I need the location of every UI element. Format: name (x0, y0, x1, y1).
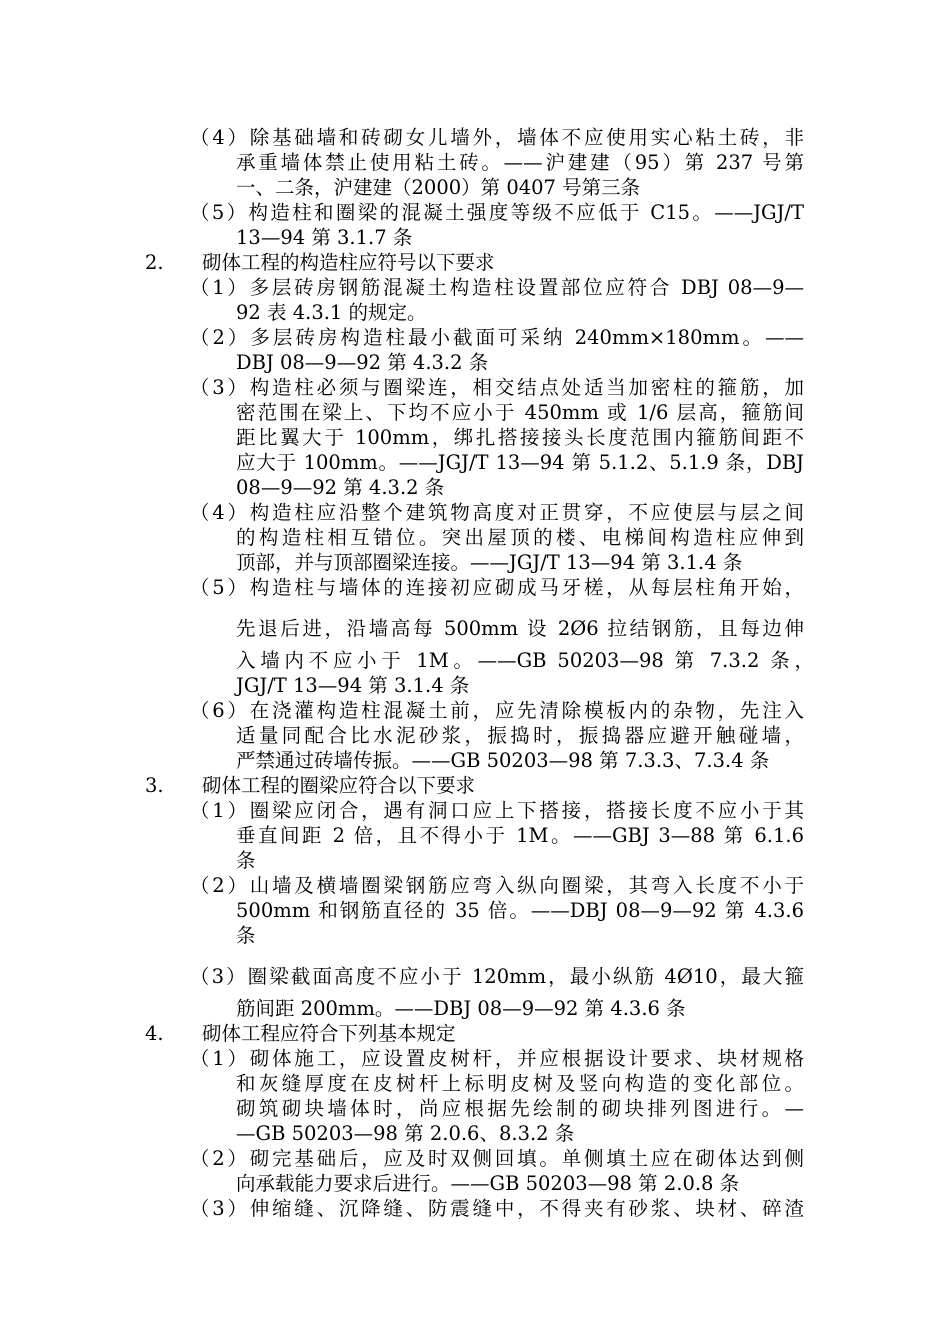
text-line: 500mm 和钢筋直径的 35 倍。——DBJ 08—9—92 第 4.3.6 (236, 899, 804, 922)
text-line: 92 表 4.3.1 的规定。 (236, 301, 427, 324)
text-line: 入墙内不应小于 1M。——GB 50203—98 第 7.3.2 条， (236, 649, 814, 672)
text-line: （1）圈梁应闭合，遇有洞口应上下搭接，搭接长度不应小于其 (190, 799, 804, 822)
section-heading: 砌体工程的圈梁应符合以下要求 (202, 774, 476, 797)
text-line: （2）砌完基础后，应及时双侧回填。单侧填土应在砌体达到侧 (190, 1147, 804, 1170)
text-line: DBJ 08—9—92 第 4.3.2 条 (236, 351, 489, 374)
text-line: 的构造柱相互错位。突出屋顶的楼、电梯间构造柱应伸到 (236, 526, 804, 549)
section-number: 3. (145, 774, 164, 797)
text-line: 向承载能力要求后进行。——GB 50203—98 第 2.0.8 条 (236, 1172, 740, 1195)
section-number: 2. (145, 251, 164, 274)
text-line: （4）除基础墙和砖砌女儿墙外，墙体不应使用实心粘土砖，非 (190, 126, 804, 149)
section-heading: 砌体工程的构造柱应符号以下要求 (202, 251, 495, 274)
text-line: 承重墙体禁止使用粘土砖。——沪建建（95）第 237 号第 (236, 151, 804, 174)
text-line: 一、二条，沪建建（2000）第 0407 号第三条 (236, 176, 641, 199)
text-line: （1）多层砖房钢筋混凝土构造柱设置部位应符合 DBJ 08—9— (190, 276, 804, 299)
text-line: 先退后进，沿墙高每 500mm 设 2Ø6 拉结钢筋，且每边伸 (236, 617, 804, 640)
text-line: 13—94 第 3.1.7 条 (236, 226, 413, 249)
text-line: 顶部，并与顶部圈梁连接。——JGJ/T 13—94 第 3.1.4 条 (236, 551, 743, 574)
section-number: 4. (145, 1022, 164, 1045)
text-line: （2）山墙及横墙圈梁钢筋应弯入纵向圈梁，其弯入长度不小于 (190, 874, 804, 897)
text-line: 08—9—92 第 4.3.2 条 (236, 476, 445, 499)
text-line: （3）伸缩缝、沉降缝、防震缝中，不得夹有砂浆、块材、碎渣 (190, 1197, 804, 1220)
text-line: —GB 50203—98 第 2.0.6、8.3.2 条 (236, 1122, 575, 1145)
text-line: 距比翼大于 100mm，绑扎搭接接头长度范围内箍筋间距不 (236, 426, 804, 449)
text-line: 密范围在梁上、下均不应小于 450mm 或 1/6 层高，箍筋间 (236, 401, 804, 424)
section-heading: 砌体工程应符合下列基本规定 (202, 1022, 456, 1045)
text-line: 砌筑砌块墙体时，尚应根据先绘制的砌块排列图进行。— (236, 1097, 804, 1120)
text-line: 筋间距 200mm。——DBJ 08—9—92 第 4.3.6 条 (236, 997, 686, 1020)
text-line: 和灰缝厚度在皮树杆上标明皮树及竖向构造的变化部位。 (236, 1072, 804, 1095)
text-line: 条 (236, 924, 256, 947)
text-line: 适量同配合比水泥砂浆，振捣时，振捣器应避开触碰墙， (236, 724, 804, 747)
text-line: （5）构造柱和圈梁的混凝土强度等级不应低于 C15。——JGJ/T (190, 201, 804, 224)
text-line: （3）构造柱必须与圈梁连，相交结点处适当加密柱的箍筋，加 (190, 376, 804, 399)
text-line: 应大于 100mm。——JGJ/T 13—94 第 5.1.2、5.1.9 条，DBJ (236, 451, 804, 474)
text-line: 垂直间距 2 倍，且不得小于 1M。——GBJ 3—88 第 6.1.6 (236, 824, 804, 847)
text-line: （1）砌体施工，应设置皮树杆，并应根据设计要求、块材规格 (190, 1047, 804, 1070)
text-line: （6）在浇灌构造柱混凝土前，应先清除模板内的杂物，先注入 (190, 699, 804, 722)
text-line: JGJ/T 13—94 第 3.1.4 条 (236, 674, 470, 697)
text-line: （4）构造柱应沿整个建筑物高度对正贯穿，不应使层与层之间 (190, 501, 804, 524)
text-line: （5）构造柱与墙体的连接初应砌成马牙槎，从每层柱角开始， (190, 576, 804, 599)
text-line: 严禁通过砖墙传振。——GB 50203—98 第 7.3.3、7.3.4 条 (236, 749, 770, 772)
text-line: 条 (236, 849, 256, 872)
text-line: （2）多层砖房构造柱最小截面可采纳 240mm×180mm。—— (190, 326, 804, 349)
text-line: （3）圈梁截面高度不应小于 120mm，最小纵筋 4Ø10，最大箍 (190, 965, 804, 988)
